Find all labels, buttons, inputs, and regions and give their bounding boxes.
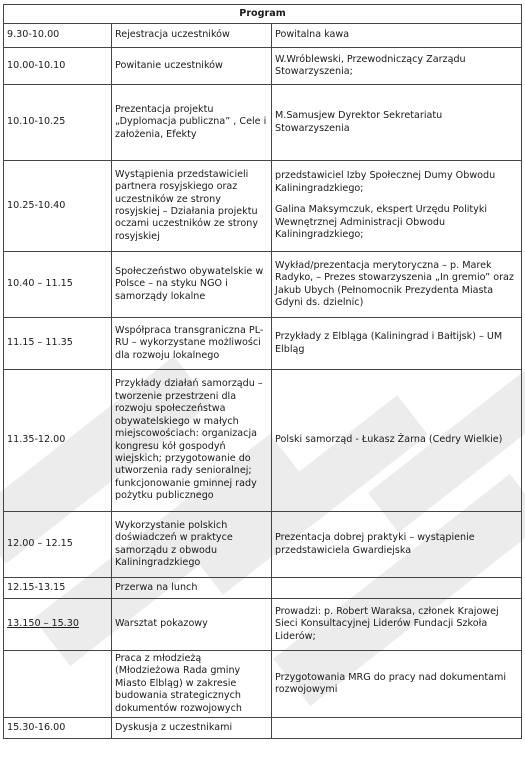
time-cell: 10.25-10.40 <box>4 161 112 252</box>
event-cell: Przykłady działań samorządu – tworzenie przestrzeni dla rozwoju społeczeństwa obywatelskiego w małych miejscowościach: organizacja kongresu kół gospodyń wiejskich; przygotowanie do utworzenia rady senioralnej; funkcjonowanie gminnej rady pożytku publicznego <box>112 370 272 512</box>
event-cell: Dyskusja z uczestnikami <box>112 718 272 739</box>
time-cell: 11.15 – 11.35 <box>4 318 112 370</box>
event-cell: Praca z młodzieżą (Młodzieżowa Rada gminy Miasto Elbląg) w zakresie budowania strategicznych dokumentów rozwojowych <box>112 651 272 718</box>
notes-cell <box>272 512 522 578</box>
event-cell: Prezentacja projektu „Dyplomacja publiczna” , Cele i założenia, Efekty <box>112 85 272 161</box>
time-cell: 12.00 – 12.15 <box>4 512 112 578</box>
table-row <box>4 318 522 370</box>
notes-cell <box>272 252 522 318</box>
table-row <box>4 512 522 578</box>
time-cell: 10.10-10.25 <box>4 85 112 161</box>
time-cell: 9.30-10.00 <box>4 24 112 48</box>
time-cell: 11.35-12.00 <box>4 370 112 512</box>
event-cell: Wykorzystanie polskich doświadczeń w praktyce samorządu z obwodu Kaliningradzkiego <box>112 512 272 578</box>
notes-cell <box>272 370 522 512</box>
note-text: M.Samusjew Dyrektor Sekretariatu Stowarzyszenia <box>275 110 443 134</box>
table-row <box>4 252 522 318</box>
note-text: Przykłady z Elbląga (Kaliningrad i Bałtijsk) – UM Elbląg <box>275 331 503 355</box>
notes-cell <box>272 48 522 85</box>
table-row <box>4 370 522 512</box>
note-text: przedstawiciel Izby Społecznej Dumy Obwodu Kaliningradzkiego; <box>275 170 496 194</box>
note-text: Przygotowania MRG do pracy nad dokumentami rozwojowymi <box>275 671 506 696</box>
note-text: Polski samorząd - Łukasz Żarna (Cedry Wielkie) <box>275 434 503 446</box>
table-row <box>4 651 522 718</box>
notes-cell <box>272 599 522 651</box>
notes-cell <box>272 161 522 252</box>
notes-cell <box>272 24 522 48</box>
event-cell: Współpraca transgraniczna PL-RU – wykorzystane możliwości dla rozwoju lokalnego <box>112 318 272 370</box>
program-table <box>3 4 522 739</box>
notes-cell <box>272 318 522 370</box>
event-cell: Przerwa na lunch <box>112 578 272 599</box>
table-row <box>4 48 522 85</box>
time-cell: 15.30-16.00 <box>4 718 112 739</box>
note-text: Prezentacja dobrej praktyki – wystąpienie przedstawiciela Gwardiejska <box>275 532 475 556</box>
notes-cell <box>272 718 522 739</box>
time-cell: 10.40 – 11.15 <box>4 252 112 318</box>
notes-cell <box>272 578 522 599</box>
note-text: Wykład/prezentacja merytoryczna – p. Marek Radyko, – Prezes stowarzyszenia „In gremio” oraz Jakub Ubych (Pełnomocnik Prezydenta Miasta Gdyni ds. dzielnic) <box>275 259 514 308</box>
table-row <box>4 24 522 48</box>
event-cell: Powitanie uczestników <box>112 48 272 85</box>
time-cell <box>4 651 112 718</box>
note-text: Galina Maksymczuk, ekspert Urzędu Polityki Wewnętrznej Administracji Obwodu Kaliningradzkiego; <box>275 204 488 241</box>
notes-cell <box>272 651 522 718</box>
event-cell: Społeczeństwo obywatelskie w Polsce – na styku NGO i samorządy lokalne <box>112 252 272 318</box>
time-cell: 13.150 – 15.30 <box>4 599 112 651</box>
note-text: Powitalna kawa <box>275 29 350 41</box>
table-row <box>4 578 522 599</box>
note-text: Prowadzi: p. Robert Waraksa, członek Krajowej Sieci Konsultacyjnej Liderów Fundacji Szkoła Liderów; <box>275 605 499 642</box>
table-title: Program <box>4 5 522 24</box>
table-row <box>4 718 522 739</box>
event-cell: Wystąpienia przedstawicieli partnera rosyjskiego oraz uczestników ze strony rosyjskiej – Działania projektu oczami uczestników ze strony rosyjskiej <box>112 161 272 252</box>
table-row <box>4 85 522 161</box>
table-row <box>4 161 522 252</box>
time-cell: 10.00-10.10 <box>4 48 112 85</box>
table-row <box>4 599 522 651</box>
event-cell: Warsztat pokazowy <box>112 599 272 651</box>
event-cell: Rejestracja uczestników <box>112 24 272 48</box>
notes-cell <box>272 85 522 161</box>
note-text: W.Wróblewski, Przewodniczący Zarządu Stowarzyszenia; <box>275 53 466 77</box>
time-cell: 12.15-13.15 <box>4 578 112 599</box>
